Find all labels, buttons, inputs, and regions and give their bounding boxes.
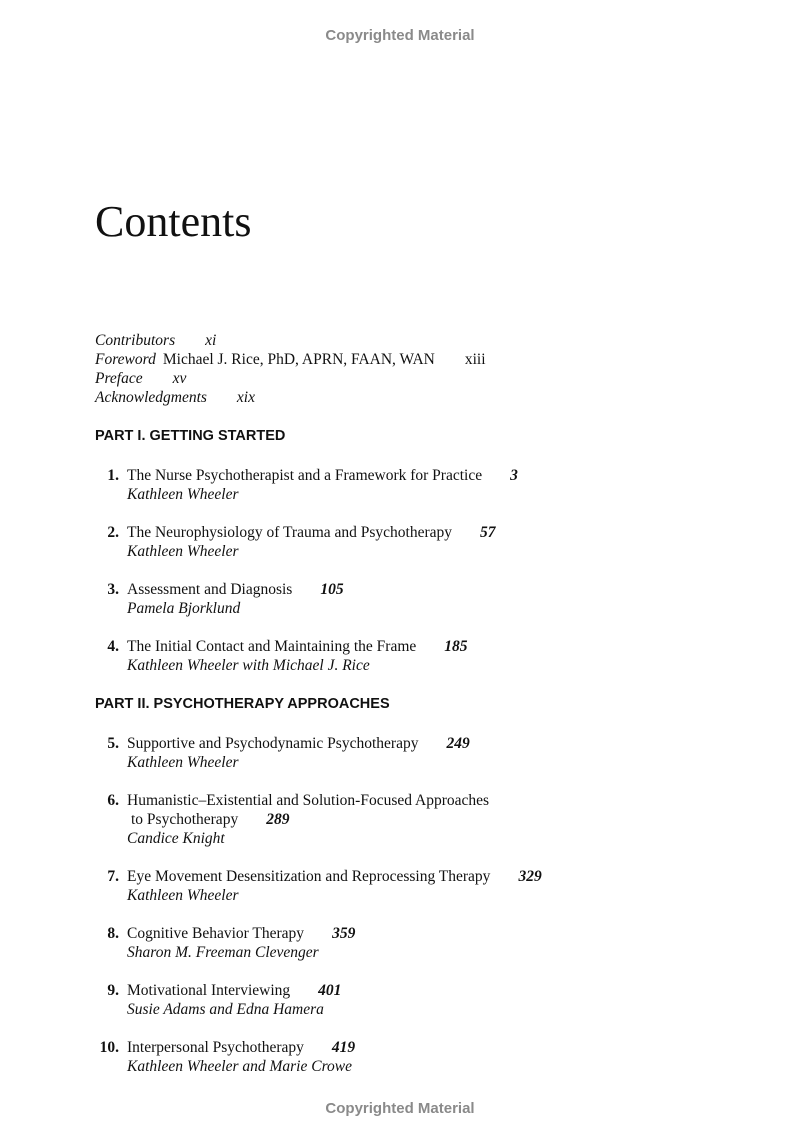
chapter-number: 2.	[107, 524, 119, 541]
front-matter-label: Foreword	[95, 351, 156, 368]
chapter-title: Eye Movement Desensitization and Reprocessing Therapy	[127, 868, 491, 885]
chapter-number: 1.	[107, 467, 119, 484]
part-heading: PART II. PSYCHOTHERAPY APPROACHES	[95, 696, 390, 712]
chapter-title: Humanistic–Existential and Solution-Focused Approaches	[127, 792, 490, 809]
chapter-entry[interactable]	[95, 637, 518, 675]
chapter-number: 10.	[99, 1039, 119, 1056]
chapter-title: Supportive and Psychodynamic Psychotherapy	[127, 735, 419, 752]
front-matter-acknowledgments[interactable]	[95, 388, 486, 407]
chapter-page: 185	[444, 638, 468, 655]
front-matter-label: Acknowledgments	[95, 389, 207, 406]
chapter-title: Motivational Interviewing	[127, 982, 291, 999]
front-matter-page: xi	[205, 332, 217, 349]
chapter-entry[interactable]	[95, 523, 518, 561]
page-title: Contents	[95, 197, 252, 246]
chapter-page: 3	[510, 467, 518, 484]
chapter-number: 7.	[107, 868, 119, 885]
chapter-page: 401	[318, 982, 342, 999]
chapter-page: 419	[331, 1039, 356, 1056]
chapter-title-continued: to Psychotherapy	[131, 811, 239, 828]
chapter-page: 249	[446, 735, 470, 752]
front-matter-page: xiii	[464, 351, 486, 368]
chapter-page: 105	[320, 581, 344, 598]
chapter-author: Kathleen Wheeler	[127, 887, 239, 904]
chapter-entry[interactable]	[95, 580, 518, 618]
chapter-number: 8.	[107, 925, 119, 942]
chapter-page: 329	[518, 868, 542, 885]
chapter-page: 57	[480, 524, 496, 541]
front-matter-contributors[interactable]	[95, 331, 486, 350]
chapter-title: The Initial Contact and Maintaining the Frame	[127, 638, 417, 655]
chapter-page: 359	[332, 925, 356, 942]
front-matter-page: xix	[236, 389, 255, 406]
chapter-entry[interactable]	[95, 981, 542, 1019]
chapter-entry[interactable]	[95, 1038, 542, 1076]
chapter-author: Kathleen Wheeler with Michael J. Rice	[127, 657, 370, 674]
chapter-number: 3.	[107, 581, 119, 598]
chapter-number: 4.	[107, 638, 119, 655]
chapter-number: 9.	[107, 982, 119, 999]
front-matter-label: Preface	[95, 370, 143, 387]
chapter-entry[interactable]	[95, 867, 542, 905]
front-matter-label: Contributors	[95, 332, 176, 349]
chapter-author: Susie Adams and Edna Hamera	[127, 1001, 324, 1018]
chapter-author: Kathleen Wheeler	[127, 543, 239, 560]
chapter-title: The Neurophysiology of Trauma and Psychotherapy	[127, 524, 453, 541]
chapter-author: Sharon M. Freeman Clevenger	[127, 944, 319, 961]
chapter-list	[95, 734, 542, 1095]
watermark-top: Copyrighted Material	[325, 27, 475, 44]
chapter-author: Pamela Bjorklund	[127, 600, 241, 617]
watermark-bottom: Copyrighted Material	[325, 1100, 475, 1117]
front-matter-author: Michael J. Rice, PhD, APRN, FAAN, WAN	[162, 351, 435, 368]
chapter-list	[95, 466, 518, 694]
chapter-title: The Nurse Psychotherapist and a Framework for Practice	[127, 467, 483, 484]
chapter-author: Kathleen Wheeler	[127, 486, 239, 503]
chapter-entry[interactable]	[95, 466, 518, 504]
chapter-entry[interactable]	[95, 924, 542, 962]
chapter-entry[interactable]	[95, 734, 542, 772]
chapter-author: Candice Knight	[127, 830, 225, 847]
chapter-author: Kathleen Wheeler	[127, 754, 239, 771]
chapter-number: 5.	[107, 735, 119, 752]
front-matter-page: xv	[172, 370, 187, 387]
part-heading: PART I. GETTING STARTED	[95, 428, 286, 444]
front-matter-preface[interactable]	[95, 369, 486, 388]
chapter-title: Cognitive Behavior Therapy	[127, 925, 305, 942]
front-matter-foreword[interactable]	[95, 350, 486, 369]
chapter-entry[interactable]	[95, 791, 542, 848]
chapter-author: Kathleen Wheeler and Marie Crowe	[127, 1058, 352, 1075]
front-matter-list	[95, 331, 486, 407]
chapter-number: 6.	[107, 792, 119, 809]
chapter-title: Assessment and Diagnosis	[127, 581, 293, 598]
chapter-title: Interpersonal Psychotherapy	[127, 1039, 304, 1056]
chapter-page: 289	[266, 811, 290, 828]
